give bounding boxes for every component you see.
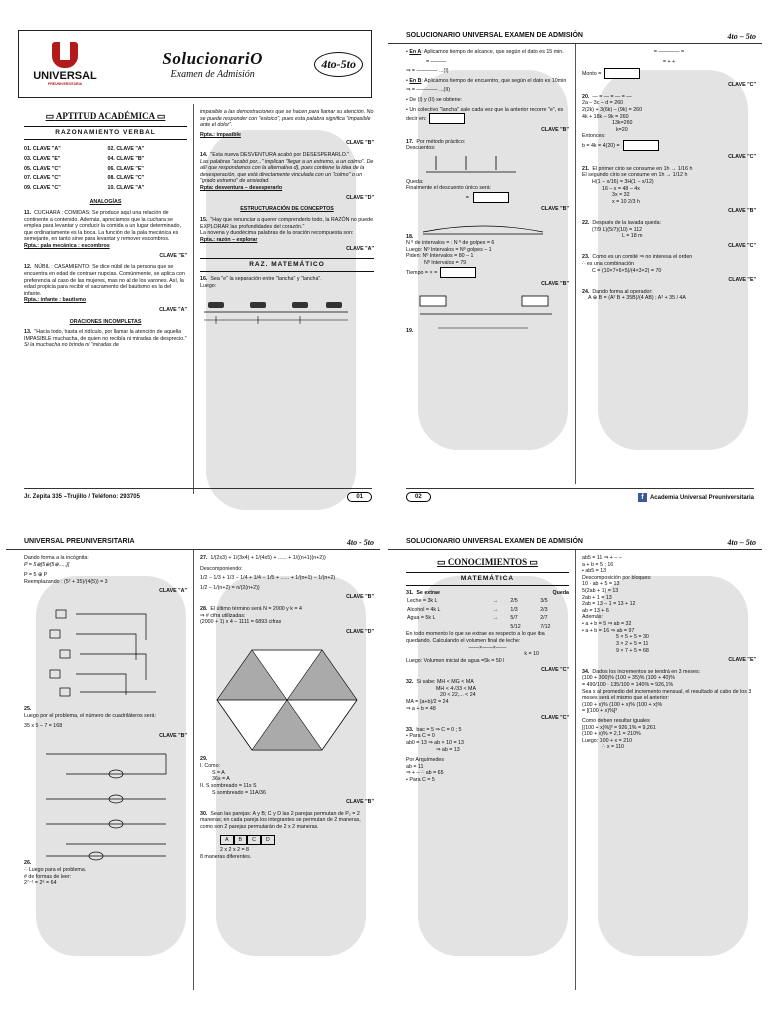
running-header: [6, 536, 380, 550]
pair-cells: [220, 835, 374, 846]
two-columns: [388, 550, 762, 990]
intro: Dando forma a la incógnita: P = 5⊕[5⊕(5⊕.....)] P = 5 ⊕ P Reemplazando : (5² + 35)/(4(5)) = 3: [24, 555, 108, 585]
equation: = ———: [426, 58, 447, 65]
question-25: 25. Luego por el problema, el número de cuadriláteros será: 35 x 5 – 7 = 168: [24, 600, 187, 730]
clave: CLAVE "A": [346, 246, 374, 253]
question-33-cont: ab5 = 11 ⇒ + – – a + b = 5 ; 16 • ab5 = 13 Descomposición por bloques: 10 · ab + 5 = 13 5(2ab + 1) = 13 2ab + 1 = 13 2ab = 13 – 1 = 13 + 12 ab = 13 + 6 Además: • a + b = 5 ⇒ ab = 32 • a + b = 16 ⇒ ab = 97 5 × 5 + 5 = 30 3 × 2 + 5 = 11 9 × 7 + 5 = 68: [582, 555, 652, 654]
answer: 03. CLAVE "E": [24, 155, 61, 162]
answer: 05. CLAVE "C": [24, 165, 61, 172]
paths-diagram: [36, 744, 176, 864]
running-header: [388, 30, 762, 44]
question-24: 24. Dando forma al operador: A ⊕ B = (A² B + 35B)/(4 AB) ; A² + 35 / 4A: [582, 288, 686, 302]
cell: C: [247, 835, 261, 846]
heading-estructuracion: ESTRUCTURACIÓN DE CONCEPTOS: [240, 206, 334, 213]
clave: CLAVE "E": [728, 657, 756, 664]
question-20: 20. — = — = — = — 2a – 3c – d = 260 2(2k) + 3(6k) – (9k) = 260 4k + 18k – 9k = 260 13k=260 k=20 Entonces: b = 4k = 4(20) =: [582, 94, 756, 151]
question-11: 11. CUCHARA : COMIDAS: Se produce aquí una relación de continente a contenido. Además, apreciamos que la cuchara se emplea para levantar y conducir la comida a un lugar determinado, que ordinariamente es la boca. La función de la pala mecánica es semejante, en tanto sirve para levantar y remover escombros. Rpta.: pala mecánica : escombros: [24, 210, 187, 250]
cell: A: [220, 835, 234, 846]
book-icon: ▭: [437, 557, 448, 567]
question-34: 34. Dados los incrementos se tendrá en 3 meses: (100 + 300)% (100 + 35)% (100 + 40)% = 490/100 · 135/100 = 140% = 926,1% Sea x al promedio del incremento mensual, el resultado al cabo de los 3 meses será el mismo que el anterior: (100 + x)% (100 + x)% (100 + x)% = [(100 + x)%]³ Como deben resultar iguales [(100 + x)%]³ = 926,1% = 9,261 (100 + x)% = 2,1 = 210% Luego: 100 + x = 210 ∴ x = 110: [582, 668, 752, 751]
left-column: [388, 44, 575, 484]
clave: CLAVE "C": [728, 154, 756, 161]
squares-diagram: [36, 600, 176, 710]
banner-text: [111, 49, 314, 80]
title-banner: [18, 30, 372, 98]
banner-title: SolucionariO: [162, 48, 263, 68]
equation: = + +: [662, 58, 676, 65]
clave: CLAVE "B": [541, 280, 569, 287]
rpta: Rpta.: impasible: [200, 131, 241, 138]
clave: CLAVE "B": [346, 140, 374, 147]
clave: CLAVE "C": [728, 82, 756, 89]
clave: CLAVE "B": [541, 127, 569, 134]
header-right: 4to - 5to: [346, 538, 374, 547]
left-column: [6, 104, 193, 494]
question-29: 29. I. Como: S = A 36s = A II. S sombreado = 11s S S sombreado = 11A/36: [200, 640, 374, 796]
page-footer: [24, 488, 372, 502]
two-columns: [388, 44, 762, 484]
section-title: ▭ CONOCIMIENTOS ▭: [437, 557, 538, 567]
monto-line: Monto =: [582, 68, 756, 79]
clave: CLAVE "D": [346, 628, 374, 635]
question-26: 26. ∴ Luego para el problema. # de formas de leer: 2⁷⁻¹ = 2⁶ = 64: [24, 744, 187, 886]
book-icon: ▭: [527, 557, 538, 567]
clave: CLAVE "B": [541, 205, 569, 212]
brand-name: UNIVERSAL: [33, 70, 97, 82]
rpta: Rpta.: pala mecánica : escombros: [24, 243, 110, 250]
page-01: [6, 10, 380, 510]
question-15: 15. "Hay que renunciar a querer comprenderlo todo, la RAZÓN no puede EXPLORAR las profundidades del corazón." La novena y duodécima palabras de la oración recompuesta son: Rpta.: razón – explorar: [200, 216, 374, 243]
answer-box: [440, 267, 476, 278]
header-left: SOLUCIONARIO UNIVERSAL EXAMEN DE ADMISIÓN: [406, 32, 583, 39]
cell: D: [261, 835, 275, 846]
right-column: [575, 550, 762, 990]
right-column: [193, 104, 380, 494]
clave: CLAVE "B": [159, 732, 187, 739]
header-left: UNIVERSAL PREUNIVERSITARIA: [24, 538, 135, 545]
answer-box: [604, 68, 640, 79]
running-header: [388, 536, 762, 550]
answer-box: [429, 113, 465, 124]
right-column: [193, 550, 380, 990]
clave: CLAVE "A": [159, 588, 187, 595]
brand-sub: PREUNIVERSITARIA: [47, 82, 83, 86]
case-b: • En B: Aplicamos tiempo de encuentro, que según el dato es 10min: [406, 77, 567, 84]
page-number: 02: [406, 492, 431, 502]
right-column: [575, 44, 762, 484]
clave: CLAVE "B": [346, 799, 374, 806]
address: Jr. Zepita 335 –Trujillo / Teléfono: 293705: [24, 494, 140, 500]
answer-grid: [24, 146, 187, 191]
header-right: 4to – 5to: [727, 538, 756, 547]
answer-box: [623, 140, 659, 151]
extraction-table: Leche = 3k L → 2/5 3/5 Alcohol = 4k L → 1/3 2/3 Agua = 5k L → 5/7 2/7 5/12 7/12: [407, 597, 551, 630]
question-13-cont: impasible a las demostraciones que se hacen para llamar su atención. No se puede responder con "estoico", pues esta palabra significa "impasible ante el dolor".: [200, 109, 374, 129]
hexagon-diagram: [212, 640, 362, 760]
header-left: SOLUCIONARIO UNIVERSAL EXAMEN DE ADMISIÓN: [406, 538, 583, 545]
clave: CLAVE "C": [728, 242, 756, 249]
subsection-band: MATEMÁTICA: [406, 572, 569, 586]
rpta: Rpta: desventura – desesperarlo: [200, 185, 283, 192]
clave: CLAVE "E": [159, 252, 187, 259]
question-17: 17. Por método práctico: Descuentos: Queda: Finalmente el descuento único será: =: [406, 139, 569, 203]
question-19: 19.: [406, 292, 569, 335]
page-footer: [406, 488, 754, 502]
rpta: Rpta.: infante : bautismo: [24, 297, 87, 304]
equation: ⇒ = ———— ...(II): [406, 87, 451, 94]
note: • Un colectivo "lancha" sale cada vez que la anterior recorre "e", es decir en:: [406, 107, 569, 125]
question-31: 31. Se extrae Queda Leche = 3k L → 2/5 3/5 Alcohol = 4k L → 1/3 2/3 Agua = 5k L → 5/7 2/7 5/12 7/12 En todo momento lo que se extrae es respecto a lo que iba quedando. Calculando el volumen final de leche: ——×——×—— k = 10 Luego: Volumen inicial de agua =5k = 50 l: [406, 590, 569, 664]
answer: 02. CLAVE "A": [107, 146, 145, 153]
boats-diagram: [200, 292, 350, 326]
book-icon: ▭: [154, 111, 166, 121]
clave: CLAVE "B": [728, 208, 756, 215]
discount-diagram: [406, 152, 536, 176]
left-column: [388, 550, 575, 990]
shield-icon: [52, 42, 78, 68]
heading-analogias: ANALOGÍAS: [89, 199, 122, 206]
question-22: 22. Después de la lavada queda: (7/9 L)(5/7)(10) = 112 L = 18 m: [582, 219, 661, 240]
answer: 06. CLAVE "E": [107, 165, 144, 172]
question-12: 12. NÚBIL : CASAMIENTO: Se dice núbil de la persona que se encuentra en edad de contraer nupcias. Comúnmente, se aplica con preferencia al caso de las mujeres, mas no al de los varones. Así, la edad propicia para recibir el sacramento del bautismo es la del infante. Rpta.: infante : bautismo: [24, 264, 187, 304]
question-33: 33. bac = 5 ⇒ C = 0 ; 5 • Para C = 0 ab0 = 13 ⇒ ab × 10 = 13 ⇒ ab = 13 Por Arquímedes ab = 11 ⇒ + – ∴ ab = 65 • Para C = 5: [406, 726, 464, 783]
heading-oraciones: ORACIONES INCOMPLETAS: [69, 318, 142, 325]
page-04: [388, 516, 762, 1016]
subsection-band: RAZONAMIENTO VERBAL: [24, 126, 187, 140]
question-30: 30. Sean las parejas: A y B; C y D las 2 parejas permutan de P₂ = 2 maneras; en cada pareja los integrantes se permutan de 2 maneras, como son 2 parejas permutarán de 2 x 2 maneras. A B C D 2 x 2 x 2 = 8 8 maneras diferentes.: [200, 811, 374, 861]
clave: CLAVE "C": [541, 667, 569, 674]
question-27: 27. 1/(2x3) + 1/(3x4) + 1/(4x5) + ...... + 1/((n+1)(n+2)) Descomponiendo: 1/2 − 1/3 + 1/3 − 1/4 + 1/4 − 1/5 + ...... + 1/(n+1) − 1/(n+2) 1/2 – 1/(n+2) = n/(2(n+2)): [200, 555, 336, 591]
academy-name: Academia Universal Preuniversitaria: [649, 494, 754, 501]
subsection-band: RAZ. MATEMÁTICO: [200, 258, 374, 272]
question-21: 21. El primer cirio se consume en 1h → 1/16 h El segundo cirio se consume en 1h → 1/12 h H(1 − x/16) = 3H(1 − x/12) 16 – x = 48 – 4x 3x = 32 x = 10 2/3 h: [582, 165, 693, 205]
cell: B: [234, 835, 248, 846]
two-columns: [6, 550, 380, 990]
interval-diagram: [418, 218, 548, 238]
clave: CLAVE "E": [728, 277, 756, 284]
bar-diagram: [418, 292, 558, 332]
section-title: ▭ APTITUD ACADÉMICA ▭: [45, 111, 166, 121]
question-32: 32. Si sabe: MH < MG < MA MH < 4√33 < MA 20 < 22,... < 24 MA = (a+b)/2 = 24 ⇒ a + b = 48: [406, 679, 477, 712]
page-03: [6, 516, 380, 1016]
answer: 08. CLAVE "C": [107, 175, 145, 182]
left-column: [6, 550, 193, 990]
answer: 01. CLAVE "A": [24, 146, 61, 153]
answer: 04. CLAVE "B": [107, 155, 145, 162]
question-13: 13. "Hacia todo, hasta el ridículo, por llamar la atención de aquella IMPASIBLE muchacha, de quien no recibía ni miradas de desprecio." Si la muchacha no brinda ni "miradas de: [24, 329, 187, 349]
answer: 07. CLAVE "C": [24, 175, 61, 182]
answer-box: [473, 192, 509, 203]
answer: 10. CLAVE "A": [107, 184, 145, 191]
equation: = ———— =: [653, 49, 685, 55]
brand-logo: [19, 42, 111, 86]
note: • De (I) y (II) se obtiene:: [406, 97, 463, 104]
equation: ⇒ = ———— ...(I): [406, 68, 449, 75]
case-a: • En A: Aplicamos tiempo de alcance, que según el dato es 15 min.: [406, 49, 564, 55]
two-columns: [6, 104, 380, 494]
clave: CLAVE "C": [541, 715, 569, 722]
clave: CLAVE "D": [346, 194, 374, 201]
book-icon: ▭: [45, 111, 56, 121]
banner-subtitle: Examen de Admisión: [170, 68, 255, 80]
rpta: Rpta.: razón – explorar: [200, 236, 258, 243]
clave: CLAVE "B": [346, 594, 374, 601]
page-02: [388, 10, 762, 510]
question-14: 14. "Esta nueva DESVENTURA acabó por DESESPERARLO." Las palabras "acabó por..." implican "llegar a un extremo, a un colmo". De allí que respondamos con la alternativa d), pues contiene la idea de la desesperación, que está directamente vinculada con un "colmo" o un "grado extremo" de ansiedad. Rpta: desventura – desesperarlo: [200, 152, 374, 192]
header-right: 4to – 5to: [727, 32, 756, 41]
page-number: 01: [347, 492, 372, 502]
answer: 09. CLAVE "C": [24, 184, 61, 191]
question-23: 23. Como es un comité ⇒ no interesa el orden ∴ es una combinación C = (10×7×6×5)/(4×3×2) = 70: [582, 254, 693, 274]
question-28: 28. El último término será N = 2000 y k = 4 ⇒ # cifra utilizadas: (2000 + 1) x 4 – 1111 = 6893 cifras: [200, 606, 302, 626]
grade-badge: 4to-5to: [314, 52, 363, 77]
facebook-icon: f: [638, 493, 647, 502]
question-18: 18. N º de intervalos = : N º de golpes = 6 Luego: Nº Intervalos = Nº golpes – 1 Piden: Nº Intervalos = 80 – 1 Nº Intervalos = 79 Tiempo = × =: [406, 218, 569, 278]
clave: CLAVE "A": [159, 306, 187, 313]
question-16: 16. Sea "e" la separación entre "lancha" y "lancha". Luego:: [200, 276, 322, 289]
